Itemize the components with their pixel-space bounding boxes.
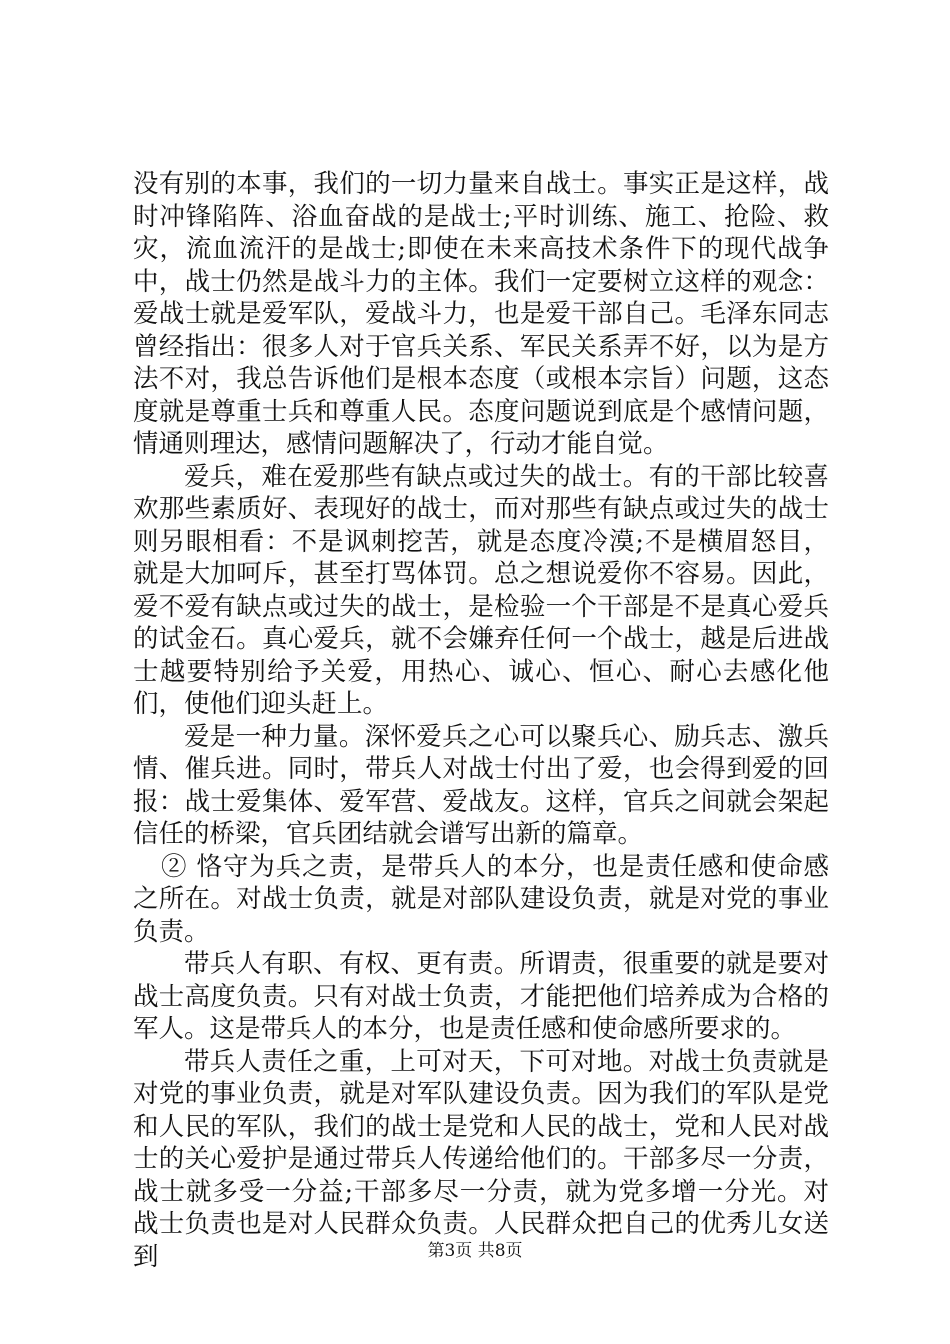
paragraph-2: 爱兵，难在爱那些有缺点或过失的战士。有的干部比较喜欢那些素质好、表现好的战士，而对那些有缺点或过失的战士则另眼相看：不是讽刺挖苦，就是态度冷漠;不是横眉怒目，就是大加呵斥，甚至打骂体罚。总之想说爱你不容易。因此，爱不爱有缺点或过失的战士，是检验一个干部是不是真心爱兵的试金石。真心爱兵，就不会嫌弃任何一个战士，越是后进战士越要特别给予关爱，用热心、诚心、恒心、耐心去感化他们，使他们迎头赶上。 xyxy=(133,461,829,719)
page-footer: 第3页 共8页 xyxy=(427,1241,523,1261)
paragraph-3: 爱是一种力量。深怀爱兵之心可以聚兵心、励兵志、激兵情、催兵进。同时，带兵人对战士付出了爱，也会得到爱的回报：战士爱集体、爱军营、爱战友。这样，官兵之间就会架起信任的桥梁，官兵团结就会谱写出新的篇章。 xyxy=(133,721,829,849)
paragraph-6: 带兵人责任之重，上可对天，下可对地。对战士负责就是对党的事业负责，就是对军队建设负责。因为我们的军队是党和人民的军队，我们的战士是党和人民的战士，党和人民对战士的关心爱护是通过带兵人传递给他们的。干部多尽一分责，战士就多受一分益;干部多尽一分责，就为党多增一分光。对战士负责也是对人民群众负责。人民群众把自己的优秀儿女送到 xyxy=(133,1046,829,1272)
document-body xyxy=(133,168,829,1273)
paragraph-4: ② 恪守为兵之责，是带兵人的本分，也是责任感和使命感之所在。对战士负责，就是对部队建设负责，就是对党的事业负责。 xyxy=(133,851,829,947)
paragraph-1: 没有别的本事，我们的一切力量来自战士。事实正是这样，战时冲锋陷阵、浴血奋战的是战士;平时训练、施工、抢险、救灾，流血流汗的是战士;即使在未来高技术条件下的现代战争中，战士仍然是战斗力的主体。我们一定要树立这样的观念：爱战士就是爱军队，爱战斗力，也是爱干部自己。毛泽东同志曾经指出：很多人对于官兵关系、军民关系弄不好，以为是方法不对，我总告诉他们是根本态度（或根本宗旨）问题，这态度就是尊重士兵和尊重人民。态度问题说到底是个感情问题，情通则理达，感情问题解决了，行动才能自觉。 xyxy=(133,169,829,459)
paragraph-5: 带兵人有职、有权、更有责。所谓责，很重要的就是要对战士高度负责。只有对战士负责，才能把他们培养成为合格的军人。这是带兵人的本分，也是责任感和使命感所要求的。 xyxy=(133,949,829,1044)
